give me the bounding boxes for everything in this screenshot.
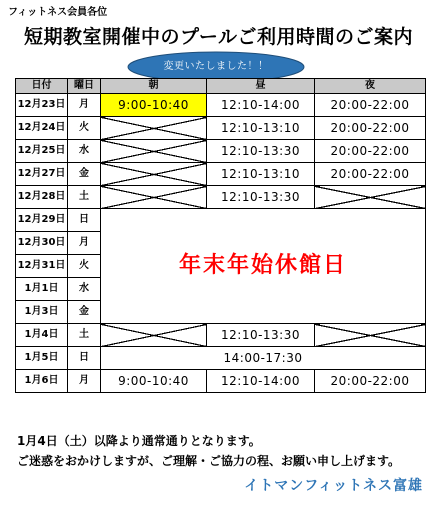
table-row — [16, 140, 426, 163]
night-time-cell: 20:00-22:00 — [315, 370, 426, 393]
weekday-cell: 月 — [68, 232, 101, 255]
weekday-cell: 月 — [68, 370, 101, 393]
date-cell: 1月3日 — [16, 301, 68, 324]
crossed-out-cell — [101, 117, 207, 140]
header-noon: 昼 — [207, 79, 315, 94]
night-time-cell: 20:00-22:00 — [315, 163, 426, 186]
table-row — [16, 163, 426, 186]
weekday-cell: 水 — [68, 140, 101, 163]
signature: イトマンフィットネス富雄 — [244, 478, 423, 494]
header-weekday: 曜日 — [68, 79, 101, 94]
crossed-out-cell — [101, 324, 207, 347]
night-time-cell: 20:00-22:00 — [315, 94, 426, 117]
crossed-out-cell — [315, 324, 426, 347]
weekday-cell: 金 — [68, 301, 101, 324]
morning-time-cell-changed: 9:00-10:40 — [101, 94, 207, 117]
noon-time-cell: 12:10-13:30 — [207, 186, 315, 209]
date-cell: 12月30日 — [16, 232, 68, 255]
date-cell: 12月28日 — [16, 186, 68, 209]
page-title: 短期教室開催中のプールご利用時間のご案内 — [23, 26, 414, 48]
callout-text: 変更いたしました！！ — [163, 61, 269, 72]
allday-time-cell: 14:00-17:30 — [101, 347, 426, 370]
closed-notice-cell: 年末年始休館日 — [101, 209, 426, 324]
weekday-cell: 土 — [68, 324, 101, 347]
date-cell: 12月27日 — [16, 163, 68, 186]
noon-time-cell: 12:10-13:30 — [207, 140, 315, 163]
night-time-cell: 20:00-22:00 — [315, 140, 426, 163]
night-time-cell: 20:00-22:00 — [315, 117, 426, 140]
date-cell: 1月1日 — [16, 278, 68, 301]
crossed-out-cell — [315, 186, 426, 209]
crossed-out-cell — [101, 163, 207, 186]
weekday-cell: 金 — [68, 163, 101, 186]
schedule-table — [15, 78, 426, 393]
date-cell: 12月23日 — [16, 94, 68, 117]
resume-note: 1月4日（土）以降より通常通りとなります。 — [17, 434, 261, 448]
table-row — [16, 370, 426, 393]
table-row — [16, 94, 426, 117]
weekday-cell: 日 — [68, 209, 101, 232]
date-cell: 12月24日 — [16, 117, 68, 140]
weekday-cell: 月 — [68, 94, 101, 117]
crossed-out-cell — [101, 140, 207, 163]
date-cell: 1月6日 — [16, 370, 68, 393]
table-row — [16, 324, 426, 347]
morning-time-cell: 9:00-10:40 — [101, 370, 207, 393]
table-row — [16, 186, 426, 209]
date-cell: 12月25日 — [16, 140, 68, 163]
header-date: 日付 — [16, 79, 68, 94]
table-header-row — [16, 79, 426, 94]
weekday-cell: 火 — [68, 117, 101, 140]
noon-time-cell: 12:10-13:10 — [207, 117, 315, 140]
date-cell: 12月31日 — [16, 255, 68, 278]
weekday-cell: 日 — [68, 347, 101, 370]
weekday-cell: 火 — [68, 255, 101, 278]
table-row — [16, 347, 426, 370]
header-morning: 朝 — [101, 79, 207, 94]
table-row — [16, 209, 426, 232]
header-night: 夜 — [315, 79, 426, 94]
date-cell: 1月4日 — [16, 324, 68, 347]
noon-time-cell: 12:10-14:00 — [207, 94, 315, 117]
noon-time-cell: 12:10-13:10 — [207, 163, 315, 186]
weekday-cell: 土 — [68, 186, 101, 209]
audience-label: フィットネス会員各位 — [8, 7, 108, 18]
noon-time-cell: 12:10-14:00 — [207, 370, 315, 393]
weekday-cell: 水 — [68, 278, 101, 301]
table-row — [16, 117, 426, 140]
apology-note: ご迷惑をおかけしますが、ご理解・ご協力の程、お願い申し上げます。 — [17, 454, 401, 468]
crossed-out-cell — [101, 186, 207, 209]
date-cell: 12月29日 — [16, 209, 68, 232]
noon-time-cell: 12:10-13:30 — [207, 324, 315, 347]
date-cell: 1月5日 — [16, 347, 68, 370]
